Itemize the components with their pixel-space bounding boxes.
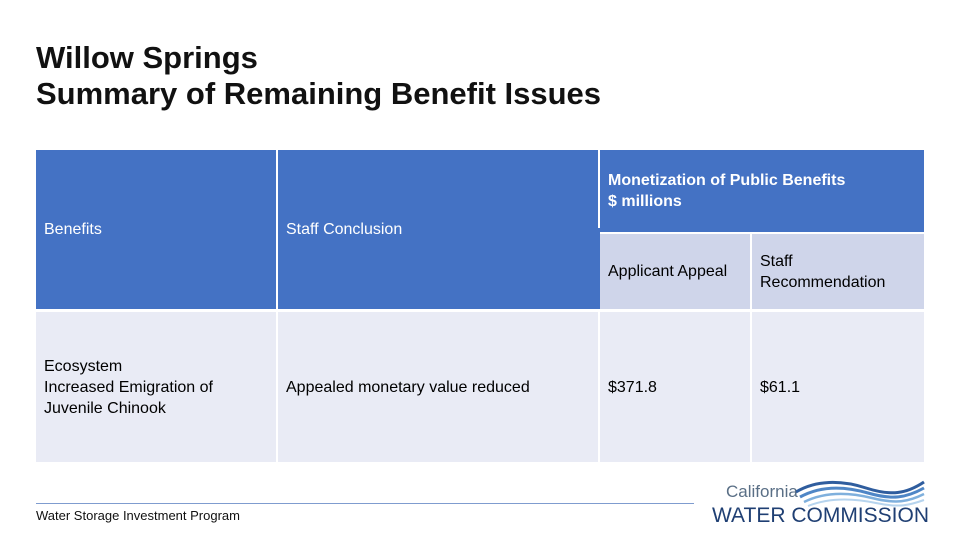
benefit-line-3: Juvenile Chinook: [44, 399, 166, 417]
applicant-appeal-value: $371.8: [608, 378, 657, 396]
table-row-conclusion: [278, 312, 598, 462]
table-row-applicant-appeal: [600, 312, 750, 462]
benefit-issues-table: [36, 150, 924, 462]
water-commission-logo: [710, 478, 929, 528]
logo-water-commission-text: WATER COMMISSION: [712, 504, 929, 527]
slide-title: [36, 40, 601, 112]
header-benefits: [36, 150, 276, 309]
monetization-line-1: Monetization of Public Benefits: [608, 172, 846, 189]
conclusion-text: Appealed monetary value reduced: [286, 378, 530, 396]
table-row-staff-recommendation: [752, 312, 924, 462]
header-staff-conclusion: [278, 150, 598, 309]
table-row-benefit: [36, 312, 276, 462]
footer-program: Water Storage Investment Program: [36, 508, 240, 523]
staff-rec-line-1: Staff: [760, 252, 793, 270]
monetization-line-2: $ millions: [608, 193, 682, 210]
header-staff-conclusion-label: Staff Conclusion: [286, 221, 403, 238]
benefit-line-1: Ecosystem: [44, 357, 123, 375]
header-applicant-appeal: [600, 234, 750, 309]
staff-rec-line-2: Recommendation: [760, 273, 886, 291]
header-monetization: [600, 150, 924, 232]
footer-divider: [36, 503, 694, 504]
title-line-1: Willow Springs: [36, 40, 258, 75]
title-line-2: Summary of Remaining Benefit Issues: [36, 76, 602, 111]
benefit-line-2: Increased Emigration of: [44, 378, 213, 396]
staff-recommendation-value: $61.1: [760, 378, 801, 396]
header-benefits-label: Benefits: [44, 221, 102, 238]
header-staff-recommendation: [752, 234, 924, 309]
logo-california-text: California: [726, 482, 798, 501]
applicant-appeal-label: Applicant Appeal: [608, 263, 728, 280]
